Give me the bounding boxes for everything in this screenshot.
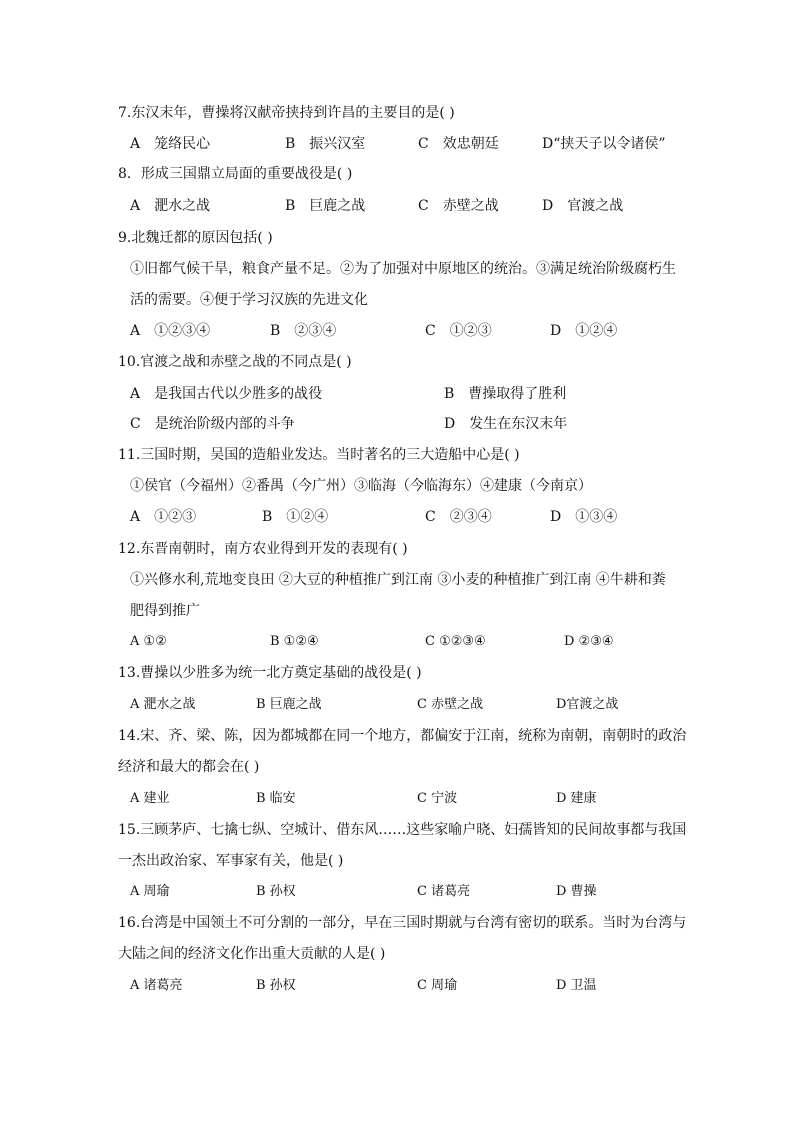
option-c: C 赤壁之战 (417, 697, 484, 712)
option-a: A 建业 (130, 791, 170, 806)
option-a: A 笼络民心 (130, 136, 211, 152)
question-14-body-line-1: 经济和最大的都会在( ) (118, 759, 260, 775)
option-d: D ①③④ (550, 509, 618, 525)
option-c: C ①②③④ (425, 634, 486, 649)
question-10-options-row-1 (130, 384, 690, 404)
option-c: C 诸葛亮 (417, 884, 471, 899)
question-15-body-line-1: 一杰出政治家、军事家有关，他是( ) (118, 853, 344, 869)
option-d: D ①②④ (550, 323, 618, 339)
option-b: B 曹操取得了胜利 (444, 386, 567, 402)
question-13-options (130, 695, 690, 715)
question-12-body-line-2: 肥得到推广 (130, 603, 200, 619)
option-b: B 临安 (256, 791, 296, 806)
question-7-options (130, 134, 690, 154)
option-a: A 周瑜 (130, 884, 170, 899)
question-9-body-line-2: 活的需要。④便于学习汉族的先进文化 (130, 292, 368, 308)
option-c: C ①②③ (425, 323, 492, 339)
option-d: D官渡之战 (556, 697, 619, 712)
question-10-options-row-2 (130, 414, 690, 434)
option-a: A ①② (130, 634, 167, 649)
question-16-options (130, 976, 690, 996)
question-9-stem: 9.北魏迁都的原因包括( ) (118, 230, 273, 246)
option-c: C 是统治阶级内部的斗争 (130, 416, 295, 432)
question-14-stem: 14.宋、齐、梁、陈，因为都城都在同一个地方，都偏安于江南，统称为南朝，南朝时的政治 (118, 728, 687, 744)
option-d: D“挟天子以令诸侯” (542, 136, 666, 152)
option-c: C 效忠朝廷 (418, 136, 499, 152)
option-a: A 是我国古代以少胜多的战役 (130, 386, 323, 402)
option-a: A ①②③ (130, 509, 197, 525)
question-11-stem: 11.三国时期，吴国的造船业发达。当时著名的三大造船中心是( ) (118, 447, 520, 463)
option-d: D 发生在东汉末年 (444, 416, 568, 432)
option-b: B 振兴汉室 (285, 136, 366, 152)
question-9-body-line-1: ①旧都气候干旱，粮食产量不足。②为了加强对中原地区的统治。③满足统治阶级腐朽生 (130, 261, 676, 277)
option-a: A 诸葛亮 (130, 978, 183, 993)
option-b: B 孙权 (256, 884, 296, 899)
option-a: A 淝水之战 (130, 198, 211, 214)
option-b: B 巨鹿之战 (285, 198, 366, 214)
question-16-stem: 16.台湾是中国领土不可分割的一部分，早在三国时期就与台湾有密切的联系。当时为台湾与 (118, 915, 687, 931)
question-9-options (130, 321, 690, 341)
question-11-body-line-1: ①侯官（今福州）②番禺（今广州）③临海（今临海东）④建康（今南京） (130, 478, 592, 494)
option-b: B ①②④ (270, 634, 319, 649)
option-d: D 曹操 (556, 884, 597, 899)
option-d: D 官渡之战 (542, 198, 624, 214)
option-c: C 赤壁之战 (418, 198, 499, 214)
option-d: D 卫温 (556, 978, 597, 993)
question-15-stem: 15.三顾茅庐、七擒七纵、空城计、借东风……这些家喻户晓、妇孺皆知的民间故事都与我国 (118, 822, 687, 838)
option-b: B 巨鹿之战 (256, 697, 322, 712)
question-13-stem: 13.曹操以少胜多为统一北方奠定基础的战役是( ) (118, 665, 422, 681)
question-8-options (130, 196, 690, 216)
option-a: A ①②③④ (130, 323, 211, 339)
question-14-options (130, 789, 690, 809)
question-7-stem: 7.东汉末年，曹操将汉献帝挟持到许昌的主要目的是( ) (118, 105, 455, 121)
question-10-stem: 10.官渡之战和赤壁之战的不同点是( ) (118, 354, 352, 370)
question-12-stem: 12.东晋南朝时，南方农业得到开发的表现有( ) (118, 541, 408, 557)
question-12-body-line-1: ①兴修水利,荒地变良田 ②大豆的种植推广到江南 ③小麦的种植推广到江南 ④牛耕和粪 (130, 572, 666, 588)
question-16-body-line-1: 大陆之间的经济文化作出重大贡献的人是( ) (118, 946, 386, 962)
option-c: C ②③④ (425, 509, 492, 525)
question-12-options (130, 632, 690, 652)
question-11-options (130, 507, 690, 527)
question-15-options (130, 882, 690, 902)
option-b: B ②③④ (270, 323, 337, 339)
option-d: D 建康 (556, 791, 597, 806)
option-a: A 淝水之战 (130, 697, 196, 712)
option-b: B ①②④ (262, 509, 329, 525)
option-d: D ②③④ (564, 634, 614, 649)
option-b: B 孙权 (256, 978, 296, 993)
option-c: C 宁波 (417, 791, 458, 806)
question-8-stem: 8．形成三国鼎立局面的重要战役是( ) (118, 166, 353, 182)
option-c: C 周瑜 (417, 978, 458, 993)
